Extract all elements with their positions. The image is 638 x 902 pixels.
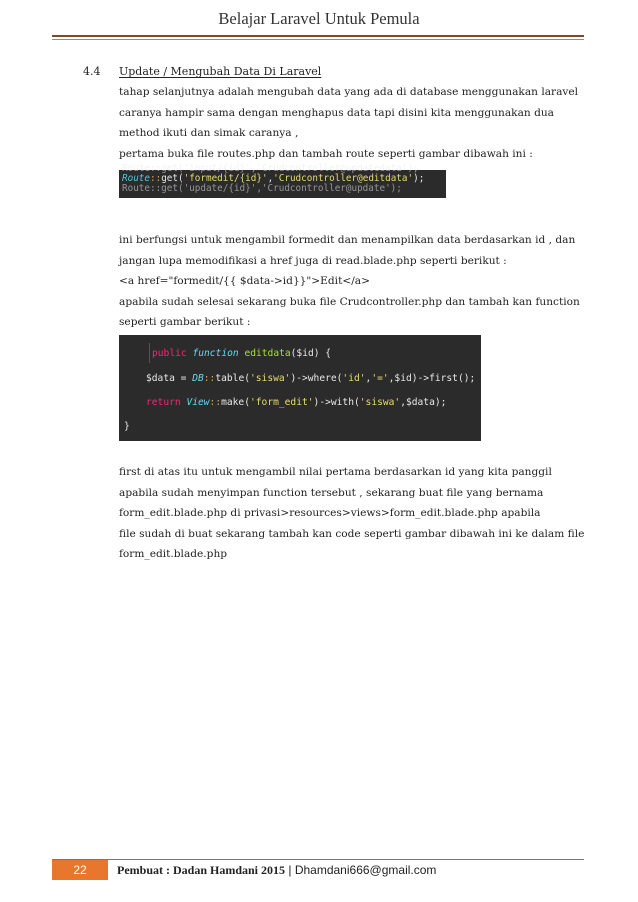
code-token: '='	[371, 373, 389, 384]
code-token: View	[186, 397, 210, 408]
code-token: return	[146, 397, 181, 408]
code-token: table(	[215, 373, 250, 384]
text-line: ini berfungsi untuk mengambil formedit dan menampilkan data berdasarkan id , dan	[119, 234, 576, 246]
code-token: editdata	[244, 348, 291, 359]
text-line: seperti gambar berikut :	[119, 316, 251, 328]
code-token: get(	[161, 173, 184, 184]
text-line: file sudah di buat sekarang tambah kan code seperti gambar dibawah ini ke dalam file	[119, 527, 585, 540]
code-token: ::	[203, 373, 216, 384]
text-line: form_edit.blade.php	[119, 548, 228, 560]
paragraph-next-steps	[119, 462, 589, 565]
header-rule-thin	[52, 39, 584, 40]
code-token: 'siswa'	[359, 397, 401, 408]
code-line-closing: }	[124, 421, 130, 432]
code-line-signature	[152, 348, 331, 359]
code-snippet-line: <a href="formedit/{{ $data->id}}">Edit</a>	[119, 275, 370, 287]
code-line-partial-bottom: Route::get('update/{id}','Crudcontroller@update');	[122, 183, 402, 194]
text-line: apabila sudah menyimpan function tersebut , sekarang buat file yang bernama	[119, 486, 544, 499]
code-line-partial-top: Route::get('input/{id}','Crudcontroller@updatedata');	[122, 163, 419, 174]
paragraph-intro	[119, 82, 589, 164]
code-screenshot-routes	[119, 163, 446, 198]
code-token: make(	[221, 397, 250, 408]
paragraph-explanation	[119, 230, 589, 333]
code-token: ::	[209, 397, 222, 408]
code-token: $data	[146, 373, 175, 384]
code-token: Route	[122, 173, 150, 184]
code-token: ,$data);	[400, 397, 447, 408]
text-line: caranya hampir sama dengan menghapus data tapi disini kita menggunakan dua	[119, 106, 554, 119]
code-line-query: $data = DB::table('siswa')->where('id','=',$id)->first();	[146, 373, 476, 384]
code-token: 'id'	[342, 373, 366, 384]
text-line: jangan lupa memodifikasi a href juga di read.blade.php seperti berikut :	[119, 254, 507, 267]
footer-email: Dhamdani666@gmail.com	[294, 863, 437, 877]
code-token: 'formedit/{id}'	[183, 173, 268, 184]
code-token: ,$id)->first();	[388, 373, 476, 384]
code-gutter-line	[149, 343, 150, 363]
code-line-return	[146, 397, 446, 408]
code-token: 'Crudcontroller@editdata'	[273, 173, 414, 184]
header-rule	[52, 35, 584, 37]
section-title: Update / Mengubah Data Di Laravel	[119, 65, 322, 78]
section-number: 4.4	[83, 65, 101, 78]
code-token: function	[192, 348, 239, 359]
text-line: tahap selanjutnya adalah mengubah data yang ada di database menggunakan laravel	[119, 86, 579, 98]
code-token: )->with(	[313, 397, 360, 408]
code-token: );	[413, 173, 425, 184]
code-screenshot-function	[119, 335, 481, 441]
code-token: 'siswa'	[250, 373, 291, 384]
page-number: 22	[73, 863, 87, 877]
text-line: first di atas itu untuk mengambil nilai pertama berdasarkan id yang kita panggil	[119, 466, 552, 478]
code-token: ,	[267, 173, 274, 184]
code-token: ($id) {	[290, 348, 332, 359]
text-line: pertama buka file routes.php dan tambah route seperti gambar dibawah ini :	[119, 147, 533, 160]
code-token: ::	[150, 173, 162, 184]
text-line: apabila sudah selesai sekarang buka file Crudcontroller.php dan tambah kan function	[119, 295, 580, 308]
code-token: =	[174, 373, 193, 384]
header-title: Belajar Laravel Untuk Pemula	[218, 9, 420, 28]
code-token: 'form_edit'	[250, 397, 314, 408]
code-token: )->where(	[290, 373, 343, 384]
text-line: form_edit.blade.php di privasi>resources>views>form_edit.blade.php apabila	[119, 507, 541, 519]
footer-separator: |	[285, 863, 295, 877]
code-token: public	[152, 348, 187, 359]
footer-credit	[117, 862, 436, 878]
footer-author: Pembuat : Dadan Hamdani 2015	[117, 863, 286, 877]
text-line: method ikuti dan simak caranya ,	[119, 127, 299, 139]
code-token: DB	[192, 373, 204, 384]
footer-rule	[52, 859, 584, 860]
